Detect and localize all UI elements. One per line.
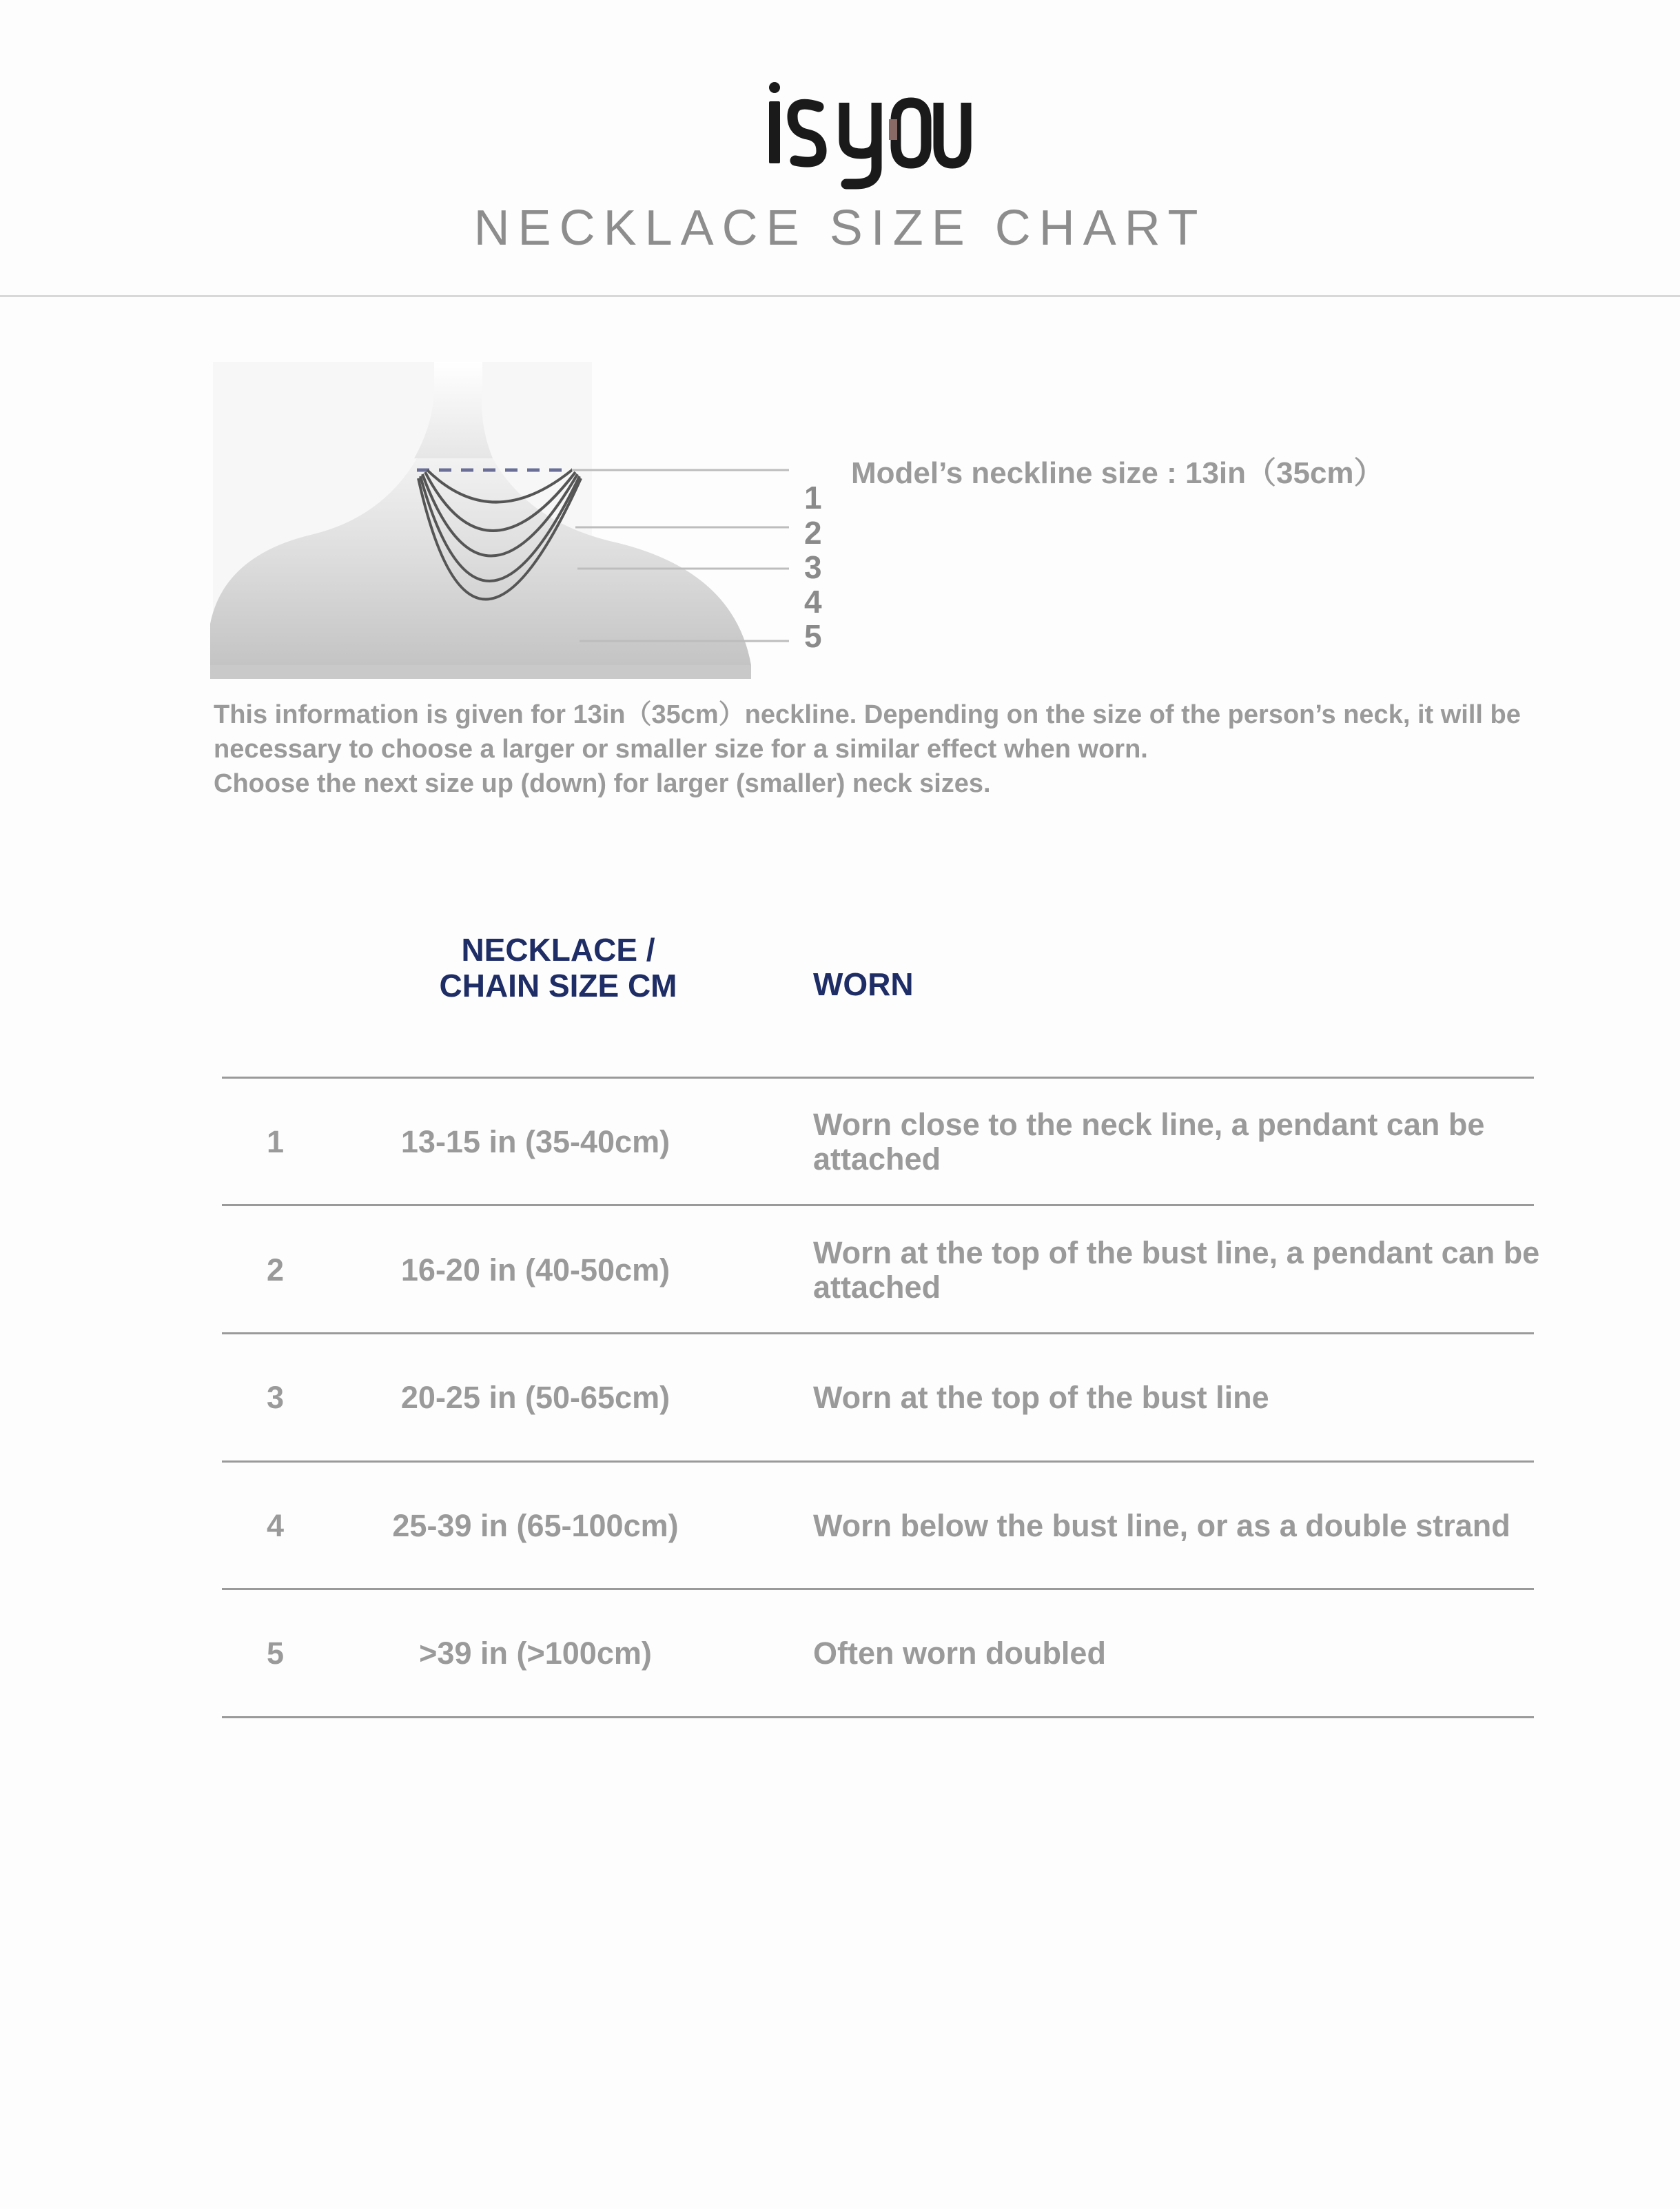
intro-line: necessary to choose a larger or smaller size for a similar effect when worn. (214, 735, 1148, 764)
column-header-size-line2: CHAIN SIZE CM (439, 968, 677, 1004)
header-divider (0, 295, 1680, 297)
table-row (222, 1589, 1534, 1717)
table-row (222, 1334, 1534, 1461)
brand-logo (765, 79, 972, 190)
intro-line: This information is given for 13in（35cm）neckline. Depending on the size of the person’s neck, it will be (214, 700, 1521, 729)
row-worn: Worn at the top of the bust line, a pendant can be attached (813, 1234, 1540, 1305)
row-worn: Worn at the top of the bust line (813, 1379, 1269, 1415)
column-header-worn: WORN (813, 966, 914, 1002)
table-row (222, 1078, 1534, 1205)
intro-line: Choose the next size up (down) for larger (smaller) neck sizes. (214, 769, 991, 798)
row-size: 13-15 in (35-40cm) (400, 1123, 670, 1159)
row-number: 4 (266, 1507, 285, 1543)
row-number: 3 (266, 1379, 285, 1415)
table-row (222, 1462, 1534, 1589)
table-row (222, 1206, 1540, 1334)
chain-label-4: 4 (804, 584, 822, 620)
row-number: 2 (266, 1252, 285, 1287)
column-header-size (386, 932, 730, 1004)
row-worn: Often worn doubled (813, 1635, 1106, 1671)
chain-label-3: 3 (804, 549, 822, 585)
intro-text (214, 698, 1592, 801)
row-size: >39 in (>100cm) (419, 1635, 652, 1671)
model-neckline-note: Model’s neckline size : 13in（35cm） (851, 456, 1384, 490)
column-header-size-line1: NECKLACE / (461, 932, 655, 968)
chain-label-5: 5 (804, 618, 822, 654)
page-title: NECKLACE SIZE CHART (473, 201, 1207, 256)
row-size: 20-25 in (50-65cm) (400, 1379, 670, 1415)
row-worn: Worn below the bust line, or as a double strand (813, 1507, 1510, 1543)
chain-label-1: 1 (804, 480, 822, 516)
chain-label-2: 2 (804, 515, 822, 551)
row-worn: Worn close to the neck line, a pendant can be attached (813, 1106, 1485, 1177)
row-number: 1 (266, 1123, 285, 1159)
neck-illustration (210, 362, 844, 686)
row-size: 16-20 in (40-50cm) (400, 1252, 670, 1287)
row-number: 5 (266, 1635, 285, 1671)
row-size: 25-39 in (65-100cm) (392, 1507, 679, 1543)
